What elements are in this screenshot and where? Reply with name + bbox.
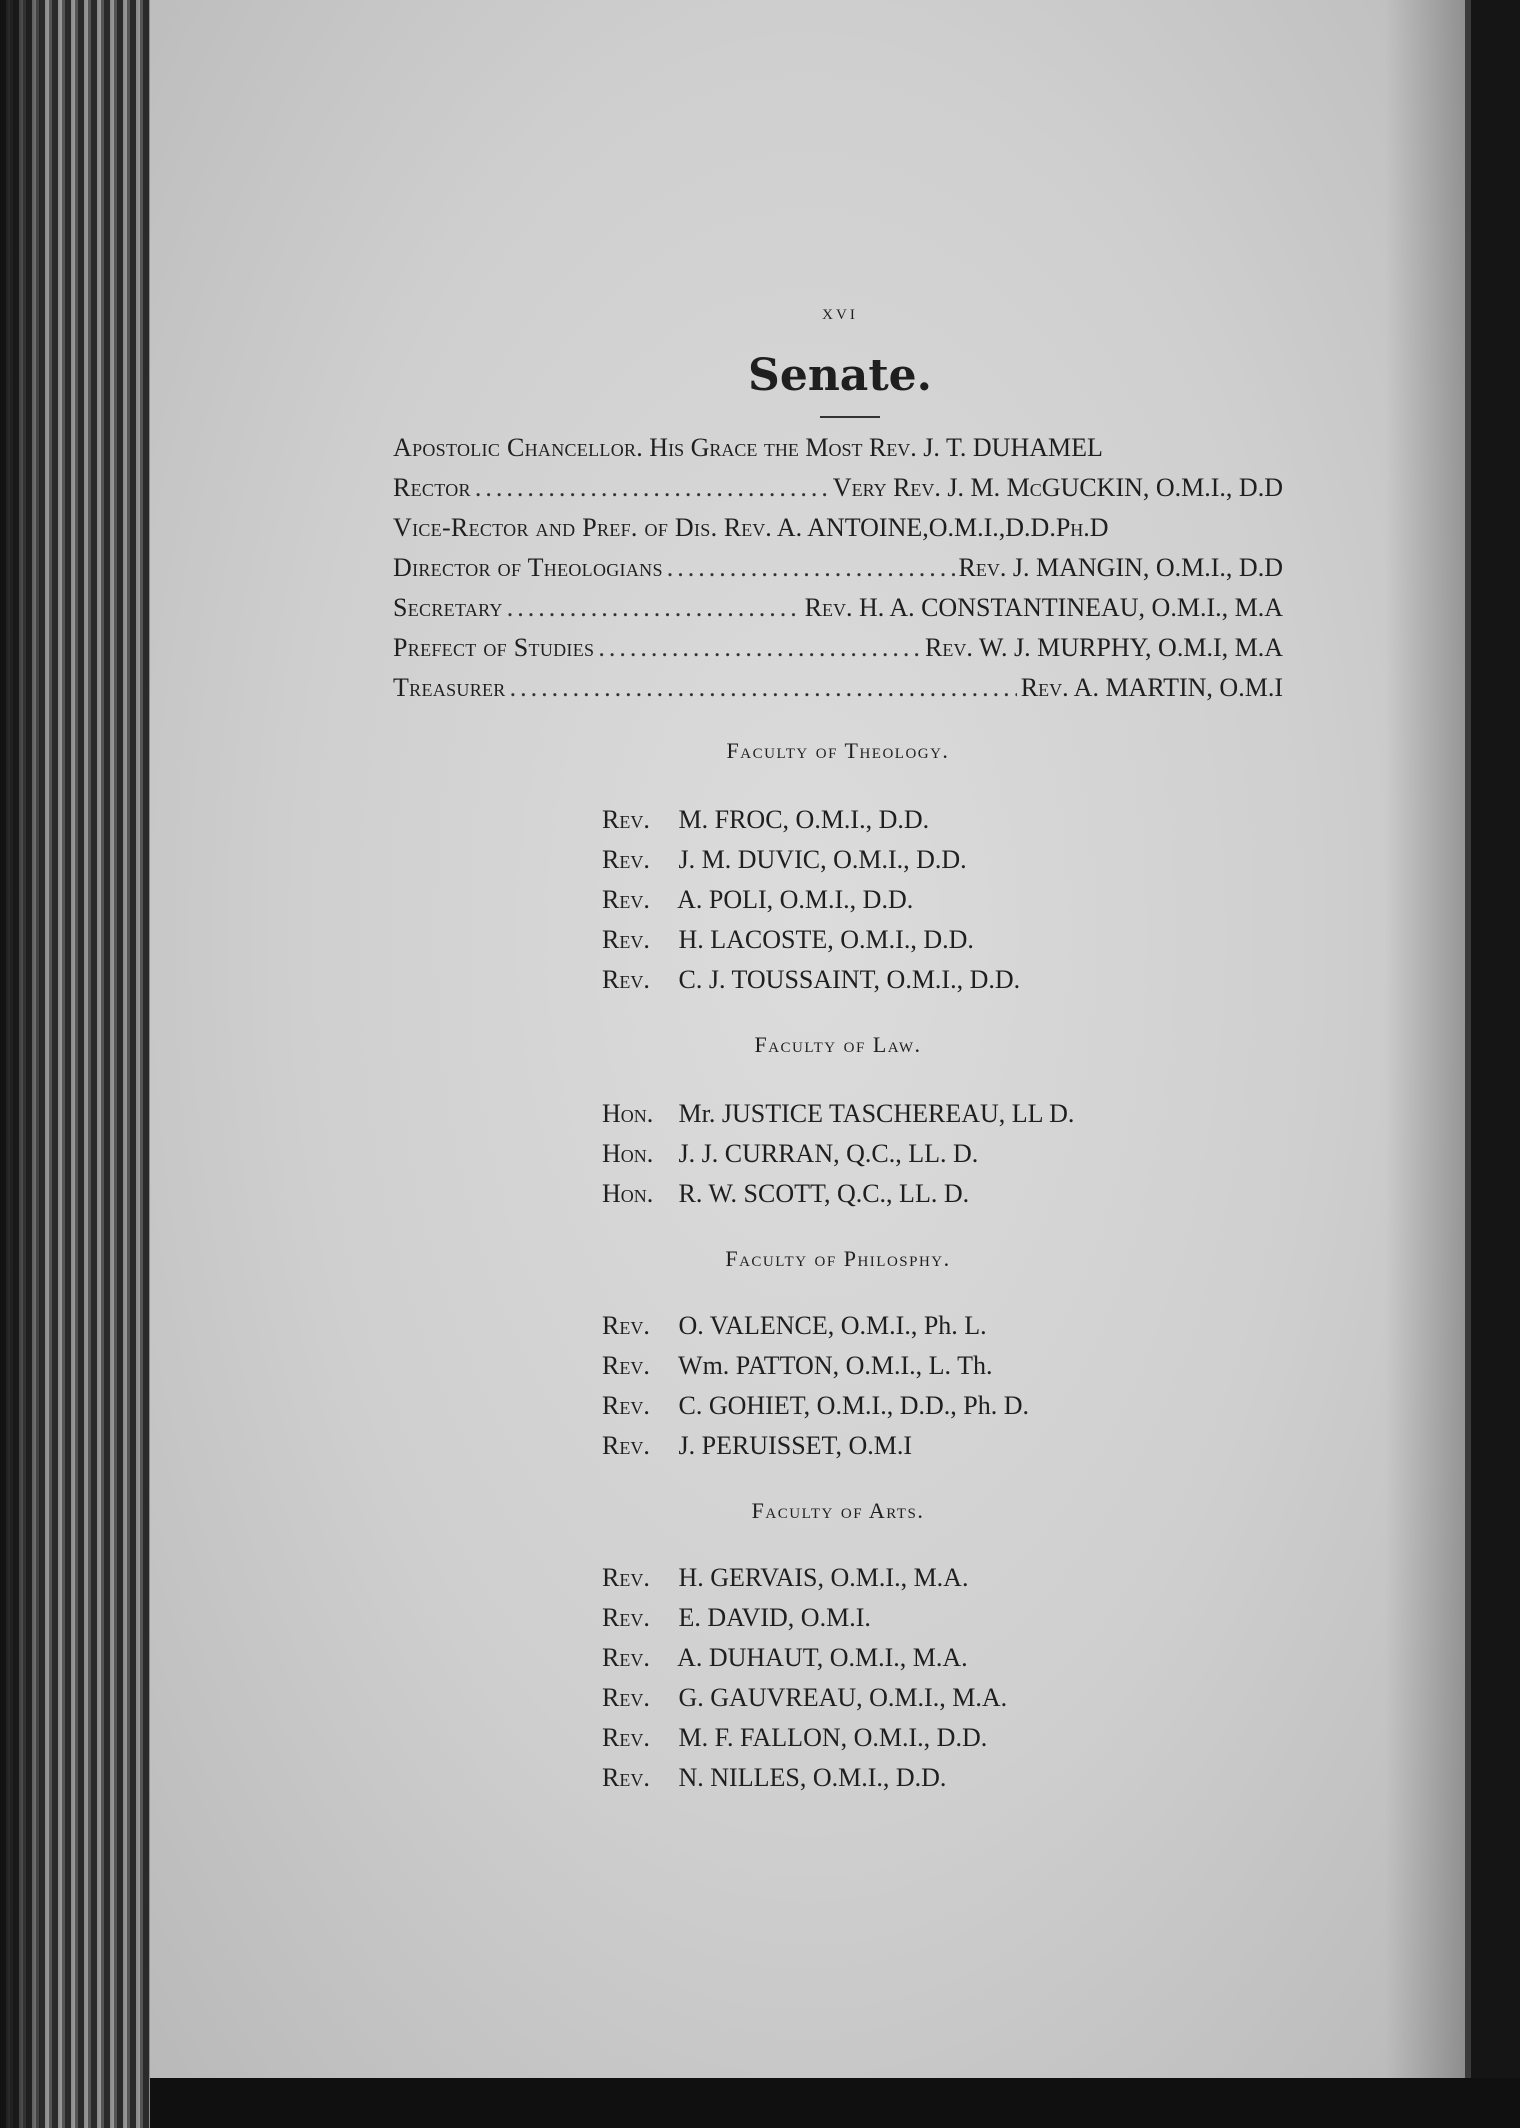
faculty-heading-theology: Faculty of Theology. xyxy=(726,738,950,763)
member-name: C. GOHIET, O.M.I., D.D., Ph. D. xyxy=(678,1391,1030,1420)
member-title: Rev. xyxy=(602,885,650,914)
page-number: xvi xyxy=(822,300,858,324)
member-row xyxy=(602,1598,1007,1638)
member-title: Hon. xyxy=(602,1179,654,1208)
member-title: Rev. xyxy=(602,1563,650,1592)
member-title: Rev. xyxy=(602,805,650,834)
officer-role: Treasurer xyxy=(393,673,506,702)
member-row xyxy=(602,960,1020,1000)
officer-row xyxy=(393,428,1283,468)
member-title: Rev. xyxy=(602,1311,650,1340)
member-name: C. J. TOUSSAINT, O.M.I., D.D. xyxy=(678,965,1021,994)
officer-role: Director of Theologians xyxy=(393,553,663,582)
officer-name: Very Rev. J. M. McGUCKIN, O.M.I., D.D xyxy=(832,473,1283,502)
officer-row xyxy=(393,588,1283,628)
member-row xyxy=(602,1718,1007,1758)
member-title: Rev. xyxy=(602,1723,650,1752)
officer-role: Vice-Rector and Pref. of Dis. xyxy=(393,513,718,542)
officer-role: Rector xyxy=(393,473,471,502)
faculty-members-arts xyxy=(602,1558,1007,1798)
member-name: E. DAVID, O.M.I. xyxy=(678,1603,871,1632)
member-row xyxy=(602,920,1020,960)
faculty-members-philosophy xyxy=(602,1306,1029,1466)
member-title: Rev. xyxy=(602,965,650,994)
member-name: H. LACOSTE, O.M.I., D.D. xyxy=(678,925,974,954)
member-row xyxy=(602,800,1020,840)
member-name: M. FROC, O.M.I., D.D. xyxy=(678,805,930,834)
dot-leader xyxy=(507,588,801,628)
member-title: Rev. xyxy=(602,845,650,874)
member-row xyxy=(602,1758,1007,1798)
member-name: G. GAUVREAU, O.M.I., M.A. xyxy=(678,1683,1008,1712)
dot-leader xyxy=(667,548,955,588)
officer-name: His Grace the Most Rev. J. T. DUHAMEL xyxy=(649,433,1103,462)
member-name: A. POLI, O.M.I., D.D. xyxy=(677,885,914,914)
faculty-heading-arts: Faculty of Arts. xyxy=(751,1498,925,1523)
member-row xyxy=(602,1134,1074,1174)
member-title: Hon. xyxy=(602,1139,654,1168)
member-name: O. VALENCE, O.M.I., Ph. L. xyxy=(678,1311,987,1340)
officer-role: Prefect of Studies xyxy=(393,633,595,662)
officer-row xyxy=(393,628,1283,668)
member-title: Rev. xyxy=(602,1643,650,1672)
officer-name: Rev. A. MARTIN, O.M.I xyxy=(1020,673,1283,702)
member-row xyxy=(602,840,1020,880)
member-row xyxy=(602,1346,1029,1386)
officer-row xyxy=(393,668,1283,708)
member-title: Rev. xyxy=(602,925,650,954)
member-name: J. M. DUVIC, O.M.I., D.D. xyxy=(678,845,967,874)
member-name: J. PERUISSET, O.M.I xyxy=(678,1431,913,1460)
dot-leader xyxy=(510,668,1017,708)
member-row xyxy=(602,1306,1029,1346)
member-row xyxy=(602,1426,1029,1466)
officer-name: Rev. A. ANTOINE,O.M.I.,D.D.Ph.D xyxy=(723,513,1109,542)
member-row xyxy=(602,880,1020,920)
officer-name: Rev. J. MANGIN, O.M.I., D.D xyxy=(958,553,1283,582)
member-row xyxy=(602,1558,1007,1598)
faculty-members-law xyxy=(602,1094,1074,1214)
member-row xyxy=(602,1678,1007,1718)
member-title: Rev. xyxy=(602,1603,650,1632)
member-name: R. W. SCOTT, Q.C., LL. D. xyxy=(678,1179,970,1208)
officer-role: Apostolic Chancellor xyxy=(393,433,637,462)
officer-separator: . xyxy=(636,433,650,462)
scan-border-bottom xyxy=(150,2078,1520,2128)
member-name: N. NILLES, O.M.I., D.D. xyxy=(678,1763,947,1792)
faculty-heading-philosophy: Faculty of Philosphy. xyxy=(725,1246,951,1271)
member-row xyxy=(602,1094,1074,1134)
officer-row xyxy=(393,468,1283,508)
officer-role: Secretary xyxy=(393,593,503,622)
officer-row xyxy=(393,548,1283,588)
dot-leader xyxy=(475,468,829,508)
title-rule xyxy=(820,416,880,418)
member-title: Rev. xyxy=(602,1351,650,1380)
member-name: J. J. CURRAN, Q.C., LL. D. xyxy=(678,1139,979,1168)
member-name: H. GERVAIS, O.M.I., M.A. xyxy=(678,1563,969,1592)
page-title: Senate. xyxy=(748,350,932,401)
book-page-edges xyxy=(0,0,160,2128)
member-title: Hon. xyxy=(602,1099,654,1128)
member-row xyxy=(602,1638,1007,1678)
faculty-heading-law: Faculty of Law. xyxy=(754,1032,922,1057)
scan-border-right xyxy=(1471,0,1520,2128)
member-title: Rev. xyxy=(602,1683,650,1712)
member-row xyxy=(602,1386,1029,1426)
member-title: Rev. xyxy=(602,1391,650,1420)
member-title: Rev. xyxy=(602,1431,650,1460)
officer-name: Rev. H. A. CONSTANTINEAU, O.M.I., M.A xyxy=(804,593,1283,622)
member-name: Wm. PATTON, O.M.I., L. Th. xyxy=(678,1351,993,1380)
officer-row xyxy=(393,508,1283,548)
member-title: Rev. xyxy=(602,1763,650,1792)
member-name: Mr. JUSTICE TASCHEREAU, LL D. xyxy=(678,1099,1075,1128)
faculty-members-theology xyxy=(602,800,1020,1000)
member-name: M. F. FALLON, O.M.I., D.D. xyxy=(678,1723,988,1752)
member-name: A. DUHAUT, O.M.I., M.A. xyxy=(677,1643,968,1672)
officers-list xyxy=(393,428,1283,708)
officer-name: Rev. W. J. MURPHY, O.M.I, M.A xyxy=(925,633,1283,662)
member-row xyxy=(602,1174,1074,1214)
dot-leader xyxy=(598,628,921,668)
